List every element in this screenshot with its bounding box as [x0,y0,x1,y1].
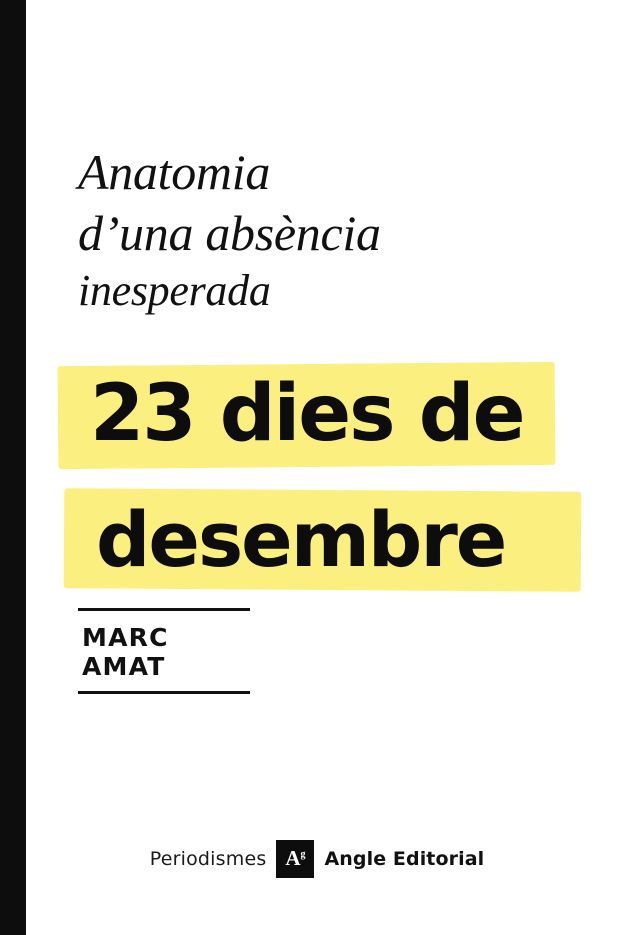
book-subtitle [78,142,548,318]
author-rule-bottom [78,691,250,694]
author-block [78,608,250,694]
book-title [58,360,588,612]
publisher-name: Angle Editorial [324,848,485,870]
collection-name: Periodismes [149,848,267,870]
subtitle-line-2: d’una absència [78,205,381,261]
title-line-2-wrap [58,486,588,594]
author-name: MARC AMAT [82,623,169,681]
publisher-footer [0,840,634,878]
subtitle-line-1: Anatomia [78,144,271,200]
title-line-1: 23 dies de [90,369,524,459]
subtitle-line-3: inesperada [78,266,271,315]
logo-glyph: $A^g$ [285,845,306,870]
title-line-1-wrap [58,360,588,468]
logo-glyph-sup: g [300,848,306,860]
spine-strip [0,0,26,935]
publisher-logo-icon [276,840,314,878]
title-line-2: desembre [96,495,506,584]
